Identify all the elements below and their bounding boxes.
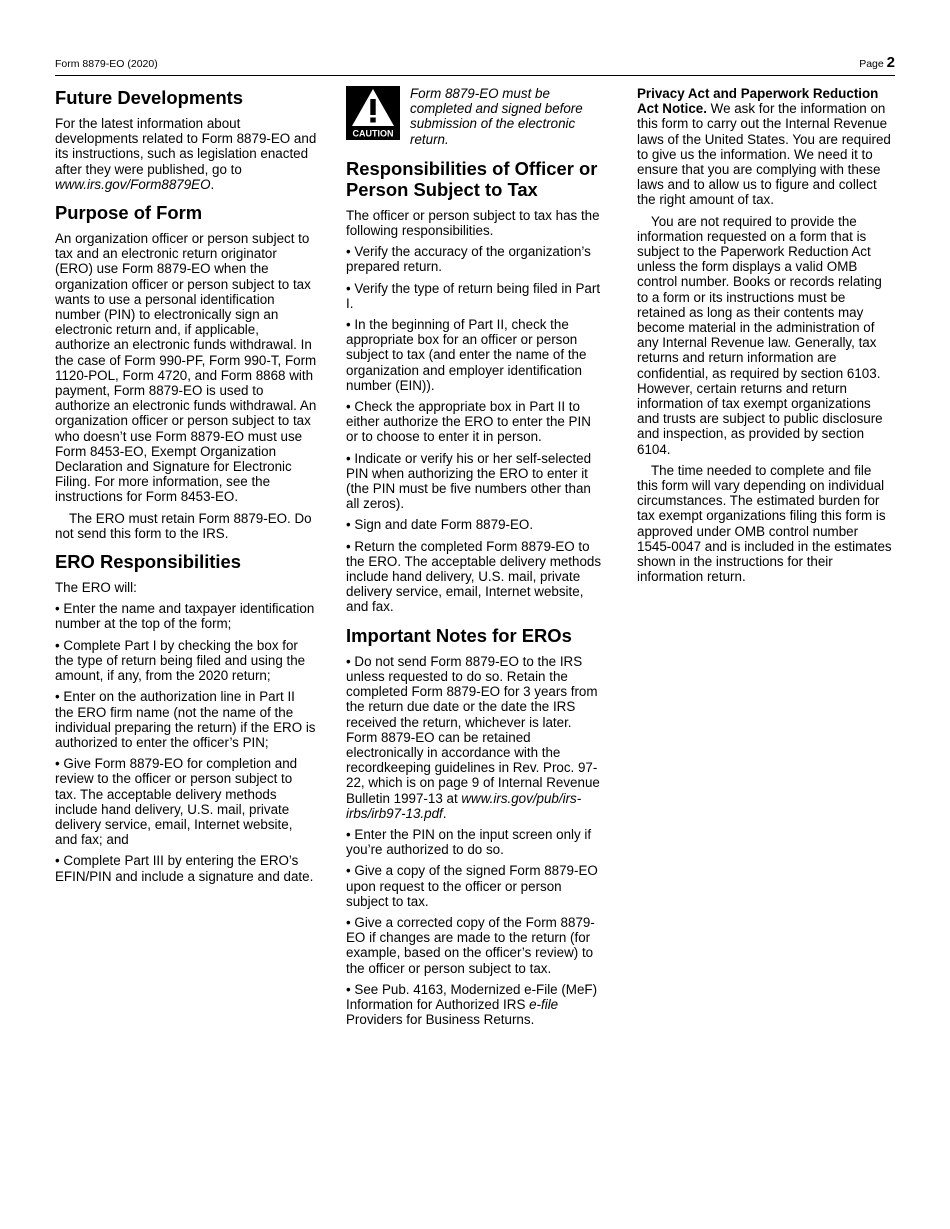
caution-icon <box>346 86 400 140</box>
list-item: • Do not send Form 8879-EO to the IRS unless requested to do so. Retain the completed Form 8879-EO for 3 years from the return due date or the date the IRS received the return, whichever is later. Form 8879-EO can be retained electronically in accordance with the recordkeeping guidelines in Rev. Proc. 97-22, which is on page 9 of Internal Revenue Bulletin 1997-13 at www.irs.gov/pub/irs-irbs/irb97-13.pdf. <box>346 653 600 821</box>
list-item: • Verify the type of return being filed in Part I. <box>346 280 601 311</box>
list-item: • Give a copy of the signed Form 8879-EO upon request to the officer or person subject to tax. <box>346 863 598 909</box>
caution-label: CAUTION <box>352 128 394 139</box>
list-item: • Indicate or verify his or her self-selected PIN when authorizing the ERO to enter it (the PIN must be five numbers other than all zeros). <box>346 450 592 512</box>
page-word: Page <box>859 58 884 70</box>
paperwork-text: You are not required to provide the information requested on a form that is subject to the Paperwork Reduction Act unless the form displays a valid OMB control number. Books or records relating to a form or its instructions must be retained as long as their contents may become material in the administration of any Internal Revenue law. Generally, tax returns and return information are confidential, as required by section 6103. However, certain returns and return information of tax exempt organizations and trusts are subject to public disclosure and inspection, as provided by section 6104. <box>637 213 883 457</box>
important-notes-heading: Important Notes for EROs <box>346 624 572 646</box>
ero-responsibilities-heading: ERO Responsibilities <box>55 551 241 573</box>
future-developments-heading: Future Developments <box>55 87 244 108</box>
list-item: • Enter the name and taxpayer identification number at the top of the form; <box>55 601 315 632</box>
form-label: Form 8879-EO (2020) <box>55 58 158 70</box>
list-item: • In the beginning of Part II, check the appropriate box for an officer or person subject to tax (and enter the name of the organization and employer identification number (EIN)). <box>346 317 587 393</box>
page-indicator <box>859 54 895 71</box>
page-header <box>55 54 895 76</box>
caution-box <box>346 86 604 147</box>
future-developments-text: For the latest information about developments related to Form 8879-EO and its instructions, such as legislation enacted after they were published, go to www.irs.gov/Form8879EO. <box>55 116 317 192</box>
purpose-heading: Purpose of Form <box>55 202 203 224</box>
list-item: • Complete Part I by checking the box for the type of return being filed and using the amount, if any, from the 2020 return; <box>55 637 306 684</box>
column-left <box>55 86 317 890</box>
purpose-retain-text: The ERO must retain Form 8879-EO. Do not send this form to the IRS. <box>55 510 312 541</box>
list-item: • Return the completed Form 8879-EO to the ERO. The acceptable delivery methods include hand delivery, U.S. mail, private delivery service, email, Internet website, and fax. <box>346 538 602 615</box>
list-item: • Check the appropriate box in Part II to either authorize the ERO to enter the PIN or to choose to enter it in person. <box>346 399 591 445</box>
ero-intro: The ERO will: <box>55 580 137 596</box>
list-item: • Enter on the authorization line in Part II the ERO firm name (not the name of the individual preparing the return) if the ERO is authorized to enter the officer’s PIN; <box>55 689 316 750</box>
purpose-text: An organization officer or person subject to tax and an electronic return originator (ERO) use Form 8879-EO when the organization officer or person subject to tax wants to use a personal identification number (PIN) to electronically sign an electronic return and, if applicable, authorize an electronic funds withdrawal. In the case of Form 990-PF, Form 990-T, Form 1120-POL, Form 4720, and Form 8868 with payment, Form 8879-EO is used to authorize an electronic funds withdrawal. An organization officer or person subject to tax who doesn’t use Form 8879-EO must use Form 8453-EO, Exempt Organization Declaration and Signature for Electronic Filing. For more information, see the instructions for Form 8453-EO. <box>55 231 317 505</box>
column-middle <box>346 86 604 1033</box>
list-item: • See Pub. 4163, Modernized e-File (MeF) Information for Authorized IRS e-file Providers for Business Returns. <box>346 981 598 1028</box>
privacy-notice-text: Privacy Act and Paperwork Reduction Act Notice. We ask for the information on this form to carry out the Internal Revenue laws of the United States. You are required to give us the information. We need it to ensure that you are complying with these laws and to allow us to figure and collect the right amount of tax. <box>637 86 891 208</box>
list-item: • Enter the PIN on the input screen only if you’re authorized to do so. <box>346 826 592 858</box>
form-url-link[interactable]: www.irs.gov/Form8879EO <box>55 176 211 192</box>
list-item: • Give a corrected copy of the Form 8879-EO if changes are made to the return (for example, based on the officer’s review) to the officer or person subject to tax. <box>346 914 595 976</box>
burden-text: The time needed to complete and file this form will vary depending on individual circumstances. The estimated burden for tax exempt organizations filing this form is approved under OMB control number 1545-0047 and is included in the estimates shown in the instructions for their information return. <box>637 462 892 585</box>
list-item: • Give Form 8879-EO for completion and review to the officer or person subject to tax. The acceptable delivery methods include hand delivery, U.S. mail, private delivery service, email, Internet website, and fax; and <box>55 756 298 848</box>
irb-url-link[interactable]: www.irs.gov/pub/irs-irbs/irb97-13.pdf <box>346 790 582 821</box>
caution-text: Form 8879-EO must be completed and signed before submission of the electronic return. <box>410 86 583 147</box>
officer-intro: The officer or person subject to tax has the following responsibilities. <box>346 207 600 239</box>
privacy-notice-title: Privacy Act and Paperwork Reduction Act Notice. <box>637 86 879 117</box>
column-right <box>637 86 895 591</box>
page-number: 2 <box>886 54 895 71</box>
list-item: • Complete Part III by entering the ERO’s EFIN/PIN and include a signature and date. <box>55 853 314 884</box>
officer-responsibilities-heading: Responsibilities of Officer or Person Subject to Tax <box>346 157 598 200</box>
list-item: • Sign and date Form 8879-EO. <box>346 517 534 533</box>
list-item: • Verify the accuracy of the organization’s prepared return. <box>346 244 591 275</box>
